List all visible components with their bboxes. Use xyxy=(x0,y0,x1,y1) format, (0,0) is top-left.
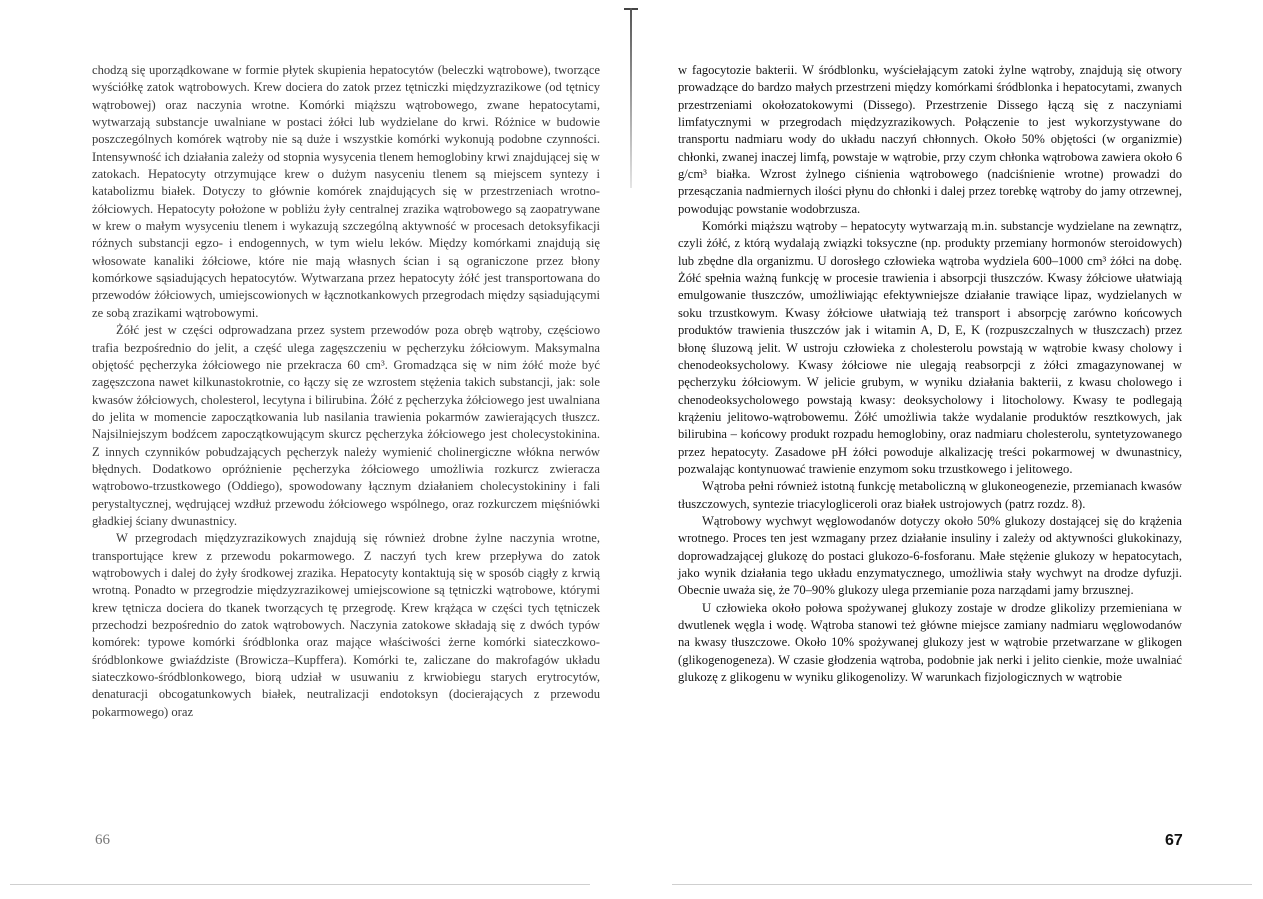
right-paragraph-3: Wątroba pełni również istotną funkcję metaboliczną w glukoneogenezie, przemianach kwasów tłuszczowych, syntezie triacylogliceroli oraz białek ustrojowych (patrz rozdz. 8). xyxy=(678,479,1182,511)
left-paragraph-1: chodzą się uporządkowane w formie płytek skupienia hepatocytów (beleczki wątrobowe), tworzące wyściółkę zatok wątrobowych. Krew dociera do zatok przez tętniczki międzyzrazikowe (od tętnicy wątrobowej) oraz naczynia wrotne. Komórki miąższu wątrobowego, zwane hepatocytami, wytwarzają substancje uwalniane w postaci żółci lub wydzielane do krwi. Różnice w budowie poszczególnych komórek wątroby nie są duże i wszystkie komórki wykonują podobne czynności. Intensywność ich działania zależy od stopnia wysycenia tlenem hemoglobiny krwi znajdującej się w zatokach. Hepatocyty otrzymujące krew o dużym nasyceniu tlenem są miejscem syntezy i katabolizmu białek. Dotyczy to głównie komórek znajdujących się w przestrzeniach wrotno-żółciowych. Hepatocyty położone w pobliżu żyły centralnej zrazika wątrobowego są zaopatrywane w krew o małym wysyceniu tlenem i wykazują szczególną aktywność w procesach detoksyfikacji różnych substancji egzo- i endogennych, w tym wielu leków. Między komórkami znajdują się włosowate kanaliki żółciowe, które nie mają własnych ścian i są ograniczone przez błony komórkowe sąsiadujących hepatocytów. Wytwarzana przez hepatocyty żółć jest transportowana do przewodów żółciowych, umiejscowionych w łącznotkankowych przegrodach między sąsiadującymi ze sobą zrazikami wątrobowymi. xyxy=(92,63,600,320)
left-paragraph-3: W przegrodach międzyzrazikowych znajdują się również drobne żylne naczynia wrotne, transportujące krew z przewodu pokarmowego. Z naczyń tych krew przepływa do zatok wątrobowych i dalej do żyły środkowej zrazika. Hepatocyty kontaktują się w sposób ciągły z krwią wrotną. Ponadto w przegrodzie międzyzrazikowej umiejscowione są tętniczki wątrobowe, którymi krew tętnicza dociera do tkanek tworzących tę przegrodę. Krew krążąca w części tych tętniczek przechodzi bezpośrednio do zatok wątrobowych. Naczynia zatokowe składają się z dwóch typów komórek: typowe komórki śródblonka oraz mające właściwości żerne komórki siateczkowo-śródblonkowe gwiaździste (Browicza–Kupffera). Komórki te, zaliczane do makrofagów układu siateczkowo-śródblonkowego, biorą udział w usuwaniu z krwiobiegu starych erytrocytów, denaturacji obcogatunkowych białek, neutralizacji endotoksyn (docierających z przewodu pokarmowego) oraz xyxy=(92,531,600,719)
right-text-column xyxy=(678,62,1182,686)
left-paragraph-2: Żółć jest w części odprowadzana przez system przewodów poza obręb wątroby, częściowo trafia bezpośrednio do jelit, a część ulega zagęszczeniu w pęcherzyku żółciowym. Maksymalna objętość pęcherzyka żółciowego nie przekracza 60 cm³. Gromadząca się w nim żółć może być zagęszczona nawet kilkunastokrotnie, co łączy się ze wzrostem stężenia takich substancji, jak: sole kwasów żółciowych, cholesterol, lecytyna i bilirubina. Żółć z pęcherzyka żółciowego jest uwalniana do jelita w momencie zapoczątkowania lub nasilania trawienia pokarmów zawierających tłuszcz. Najsilniejszym bodźcem zapoczątkowującym skurcz pęcherzyka żółciowego jest cholecystokinina. Z innych czynników pobudzających pęcherzyk należy wymienić cholinergiczne włókna nerwów błędnych. Dodatkowo opróżnienie pęcherzyka żółciowego umożliwia rozkurcz zwieracza wątrobowo-trzustkowego (Oddiego), spowodowany łącznym działaniem cholecystokininy i fali perystaltycznej, wędrującej wzdłuż przewodu żółciowego wspólnego, oraz rozkurczem mięśniówki gładkiej ściany dwunastnicy. xyxy=(92,323,600,528)
right-paragraph-5: U człowieka około połowa spożywanej glukozy zostaje w drodze glikolizy przemieniana w dwutlenek węgla i wodę. Wątroba stanowi też główne miejsce zamiany nadmiaru węglowodanów na kwasy tłuszczowe. Około 10% spożywanej glukozy jest w wątrobie przetwarzane w glikogen (glikogenogeneza). W czasie głodzenia wątroba, podobnie jak nerki i jelito cienkie, może uwalniać glukozę z glikogenu w wyniku glikogenolizy. W warunkach fizjologicznych w wątrobie xyxy=(678,600,1182,685)
page-number-right: 67 xyxy=(1165,832,1183,849)
left-text-column xyxy=(92,62,600,721)
scan-edge-right xyxy=(672,884,1252,885)
left-page xyxy=(0,0,631,899)
right-paragraph-1: w fagocytozie bakterii. W śródblonku, wyściełającym zatoki żylne wątroby, znajdują się otwory prowadzące do bardzo małych przestrzeni między komórkami śródblonka i hepatocytami, zwanych przestrzeniami okołozatokowymi (Dissego). Przestrzenie Dissego łączą się z naczyniami limfatycznymi w przegrodach międzyzrazikowych. Połączenie to jest wykorzystywane do transportu nadmiaru wody do układu naczyń chłonnych. Około 50% objętości (w organizmie) chłonki, zwanej inaczej limfą, powstaje w wątrobie, przy czym chłonka wątrobowa zawiera około 6 g/cm³ białka. Wzrost żylnego ciśnienia wątrobowego (nadciśnienie wrotne) prowadzi do przesączania nadmiernych ilości płynu do chłonki i dalej przez torebkę wątroby do jamy otrzewnej, powodując powstanie wodobrzusza. xyxy=(678,63,1182,216)
scan-edge-left xyxy=(10,884,590,885)
right-paragraph-2: Komórki miąższu wątroby – hepatocyty wytwarzają m.in. substancje wydzielane na zewnątrz, czyli żółć, z którą wydalają związki toksyczne (np. produkty przemiany hormonów steroidowych) lub zbędne dla organizmu. U dorosłego człowieka wątroba wydziela 600–1000 cm³ żółci na dobę. Żółć spełnia ważną funkcję w procesie trawienia i absorpcji tłuszczów. Kwasy żółciowe ułatwiają emulgowanie tłuszczów, umożliwiając efektywniejsze działanie trawiące lipaz, wydzielanych w soku trzustkowym. Kwasy żółciowe ułatwiają też transport i absorpcję zarówno końcowych produktów trawienia tłuszczów jak i witamin A, D, E, K (rozpuszczalnych w tłuszczach) przez błonę śluzową jelit. W ustroju człowieka z cholesterolu powstają w wątrobie kwasy cholowy i chenodeoksycholowy. Kwasy żółciowe nie ulegają reabsorpcji z żółci zmagazynowanej w pęcherzyku żółciowym. W jelicie grubym, w wyniku działania bakterii, z kwasu cholowego i chenodeoksycholowego powstają kwasy: deoksycholowy i litocholowy. Kwasy te podlegają krążeniu jelitowo-wątrobowemu. Żółć umożliwia także wydalanie produktów resztkowych, jak bilirubina – końcowy produkt rozpadu hemoglobiny, oraz nadmiaru cholesterolu, syntetyzowanego przez hepatocyty. Zasadowe pH żółci powoduje alkalizację treści pokarmowej w dwunastnicy, pozwalając kontynuować trawienie enzymom soku trzustkowego i jelitowego. xyxy=(678,219,1182,476)
page-number-left: 66 xyxy=(95,832,110,848)
right-paragraph-4: Wątrobowy wychwyt węglowodanów dotyczy około 50% glukozy dostającej się do krążenia wrotnego. Proces ten jest wzmagany przez działanie insuliny i zależy od aktywności glukokinazy, doprowadzającej glukozę do postaci glukozo-6-fosforanu. Małe stężenie glukozy w hepatocytach, jako wynik działania tego układu enzymatycznego, umożliwia stały wychwyt na drodze dyfuzji. Obecnie uważa się, że 70–90% glukozy ulega przemianie poza narządami jamy brzusznej. xyxy=(678,513,1182,598)
right-page xyxy=(632,0,1263,899)
